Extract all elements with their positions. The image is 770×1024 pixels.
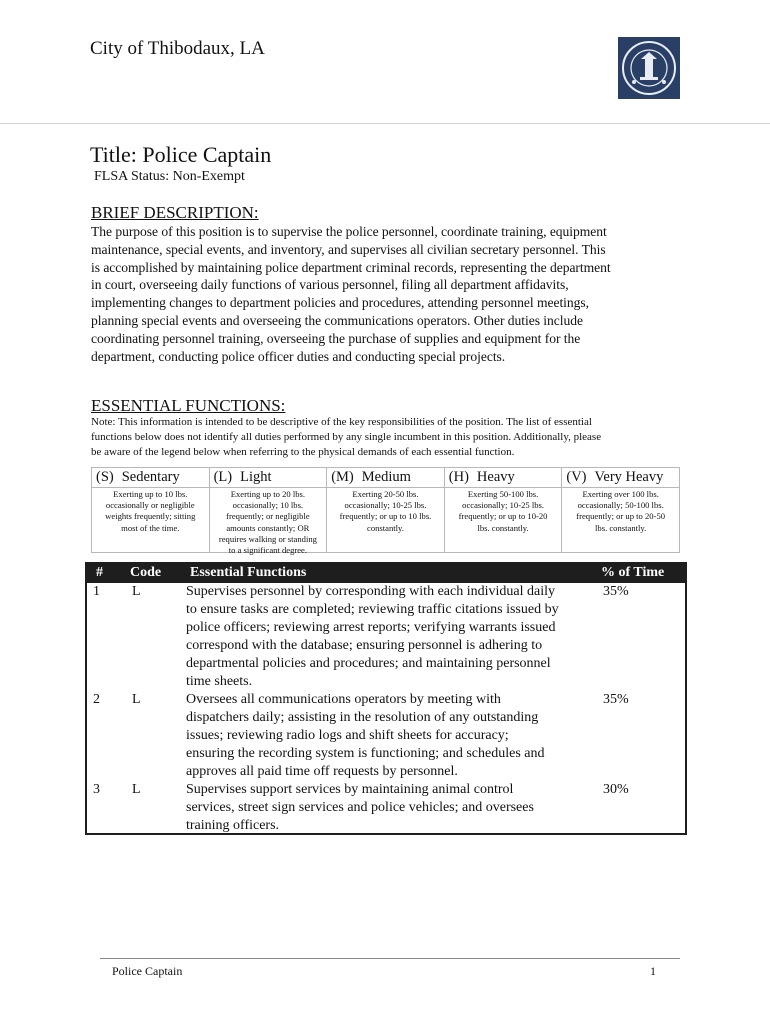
legend-desc-line: requires walking or standing [218, 533, 317, 544]
legend-desc-line: to a significant degree. [228, 545, 308, 556]
row-percent: 35% [603, 692, 629, 707]
brief-description-heading: BRIEF DESCRIPTION: [91, 203, 259, 222]
table-row [87, 781, 685, 835]
note-line: be aware of the legend below when referring to the physical demands of each essential function. [91, 445, 515, 458]
legend-desc-line: occasionally; 50-100 lbs. [577, 500, 664, 511]
row-number: 2 [93, 692, 100, 707]
row-percent: 30% [603, 782, 629, 797]
row-number: 1 [93, 584, 100, 599]
legend-medium [327, 468, 445, 552]
physical-demands-legend [91, 467, 680, 556]
legend-code: (L) [213, 469, 233, 485]
function-line: Supervises personnel by corresponding with each individual daily [186, 584, 555, 599]
note-line: Note: This information is intended to be descriptive of the key responsibilities of the position. The list of essential [91, 416, 592, 428]
city-name: City of Thibodaux, LA [90, 38, 265, 59]
legend-sedentary [92, 468, 210, 552]
function-line: approves all paid time off requests by personnel. [186, 764, 458, 779]
brief-line: coordinating personnel training, overseeing the purchase of supplies and equipment for the [91, 330, 581, 346]
legend-desc-line: Exerting 50-100 lbs. [467, 489, 539, 499]
legend-desc-line: frequently; or up to 10 lbs. [339, 511, 432, 522]
legend-code: (H) [448, 469, 469, 485]
function-line: services, street sign services and police vehicles; and oversees [186, 800, 534, 815]
legend-very-heavy [562, 468, 679, 552]
job-title: Title: Police Captain [90, 142, 272, 167]
legend-label: Very Heavy [594, 469, 664, 485]
legend-desc-line: frequently; or up to 10-20 [458, 511, 548, 522]
legend-desc-line: lbs. constantly. [477, 522, 529, 533]
function-line: dispatchers daily; assisting in the resolution of any outstanding [186, 710, 539, 725]
brief-line: planning special events and overseeing the communications operators. Other duties include [91, 312, 583, 328]
legend-light [210, 468, 328, 556]
legend-code: (S) [96, 469, 114, 485]
legend-desc-line: frequently; or negligible [226, 511, 310, 522]
brief-line: The purpose of this position is to supervise the police personnel, coordinate training, equipment [91, 224, 607, 239]
legend-desc-line: most of the time. [121, 522, 180, 533]
col-header-number: # [96, 565, 103, 580]
legend-code: (M) [331, 469, 354, 485]
function-line: police officers; reviewing arrest reports; verifying warrants issued [186, 620, 556, 635]
function-line: departmental policies and procedures; and maintaining personnel [186, 656, 551, 671]
row-percent: 35% [603, 584, 629, 599]
legend-desc-line: Exerting up to 10 lbs. [113, 489, 188, 499]
table-header-row [87, 564, 685, 583]
function-line: to ensure tasks are completed; reviewing traffic citations issued by [186, 602, 559, 617]
function-line: issues; reviewing radio logs and shift sheets for accuracy; [186, 728, 509, 743]
legend-desc-line: Exerting up to 20 lbs. [230, 489, 306, 499]
note-line: functions below does not identify all duties performed by any single incumbent in this position. Additionally, please [91, 430, 602, 443]
row-function-text [186, 781, 596, 835]
brief-line: department, conducting police officer duties and conducting special projects. [91, 348, 506, 364]
essential-functions-table [85, 562, 687, 835]
row-function-text [186, 583, 596, 691]
essential-functions-heading: ESSENTIAL FUNCTIONS: [91, 396, 286, 415]
legend-desc-line: occasionally; 10-25 lbs. [462, 500, 545, 511]
legend-desc-line: Exerting 20-50 lbs. [352, 489, 419, 499]
page-number: 1 [650, 964, 656, 978]
brief-line: in court, overseeing daily functions of various personnel, filing all department affidavits, [91, 277, 569, 293]
legend-desc-line: frequently; or up to 20-50 [576, 511, 666, 522]
row-code: L [132, 584, 141, 599]
legend-label: Light [240, 469, 272, 485]
function-line: Supervises support services by maintaining animal control [186, 782, 514, 797]
legend-desc-line: amounts constantly; OR [226, 522, 310, 533]
function-line: training officers. [186, 818, 280, 833]
brief-description-text [91, 223, 691, 365]
brief-line: is accomplished by maintaining police department criminal records, representing the department [91, 259, 611, 275]
legend-label: Heavy [476, 469, 515, 485]
legend-code: (V) [566, 469, 587, 485]
legend-desc-line: occasionally or negligible [105, 500, 195, 511]
col-header-functions: Essential Functions [190, 565, 307, 580]
legend-heavy [445, 468, 563, 552]
flsa-status: FLSA Status: Non-Exempt [94, 169, 245, 184]
function-line: time sheets. [186, 674, 253, 689]
function-line: ensuring the recording system is functioning; and schedules and [186, 746, 545, 761]
row-code: L [132, 782, 141, 797]
footer-document-name: Police Captain [112, 964, 183, 978]
brief-line: implementing changes to department policies and procedures, attending personnel meetings, [91, 295, 589, 311]
legend-desc-line: occasionally; 10-25 lbs. [344, 500, 427, 511]
legend-desc-line: Exerting over 100 lbs. [582, 489, 659, 499]
legend-desc-line: lbs. constantly. [595, 522, 647, 533]
row-function-text [186, 691, 596, 781]
city-seal-icon [618, 37, 680, 99]
row-number: 3 [93, 782, 100, 797]
function-line: correspond with the database; ensuring personnel is adhering to [186, 638, 543, 653]
row-code: L [132, 692, 141, 707]
essential-note [91, 415, 691, 459]
legend-label: Medium [361, 469, 411, 485]
legend-label: Sedentary [121, 469, 180, 485]
header-divider [0, 123, 770, 124]
function-line: Oversees all communications operators by meeting with [186, 692, 501, 707]
brief-line: maintenance, special events, and inventory, and supervises all civilian secretary personnel. This [91, 241, 606, 257]
col-header-code: Code [130, 565, 162, 580]
legend-desc-line: weights frequently; sitting [105, 511, 196, 522]
col-header-percent: % of Time [601, 565, 665, 580]
footer-divider [100, 958, 680, 959]
table-row [87, 583, 685, 691]
legend-desc-line: constantly. [367, 522, 404, 533]
table-row [87, 691, 685, 781]
legend-desc-line: occasionally; 10 lbs. [232, 500, 304, 511]
